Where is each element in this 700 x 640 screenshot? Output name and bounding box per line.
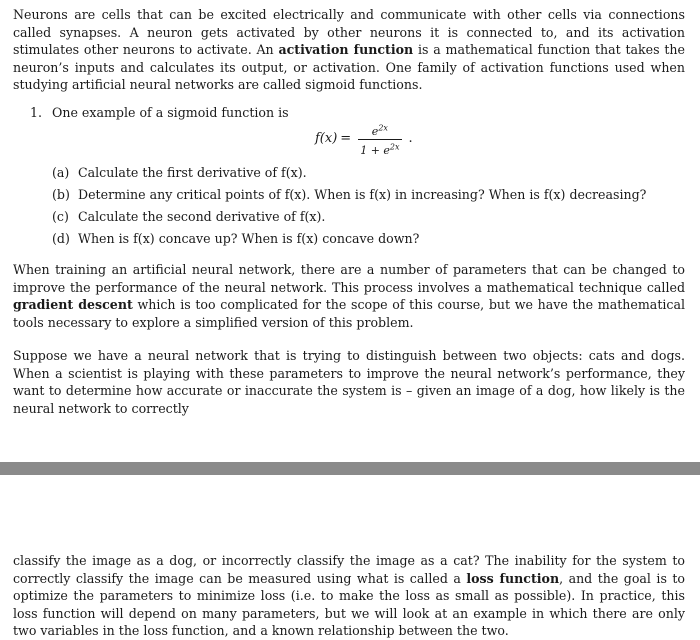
sigmoid-formula — [315, 117, 413, 161]
subpart-a: (a) Calculate the first derivative of f(x). — [52, 165, 307, 180]
formula-fraction — [358, 121, 401, 157]
cats-dogs-paragraph: Suppose we have a neural network that is trying to distinguish between two objects: cats and dogs. When a scientist is playing with these parameters to improve the neural network’s performance, they want to determine how accurate or inaccurate the system is – given an image of a dog, how likely is the neural network to correctly — [13, 348, 685, 416]
problem-1 — [30, 104, 590, 122]
formula-terminator: . — [408, 131, 413, 147]
subpart-d: (d) When is f(x) concave up? When is f(x) concave down? — [52, 231, 420, 246]
formula-lhs: f(x) — [315, 131, 338, 147]
loss-function-term: loss function — [466, 570, 560, 586]
gradient-descent-paragraph: When training an artificial neural network, there are a number of parameters that can be changed to improve the performance of the neural network. This process involves a mathematical technique called gradient descent which is too complicated for the scope of this course, but we have the mathematical tools necessary to explore a simplified version of this problem. — [13, 262, 685, 330]
subpart-c: (c) Calculate the second derivative of f(x). — [52, 209, 326, 224]
subpart-b: (b) Determine any critical points of f(x). When is f(x) in increasing? When is f(x) decreasing? — [52, 187, 647, 202]
formula-denominator: $1 + e^{2x}$ — [358, 139, 401, 158]
formula-equals: = — [340, 131, 352, 147]
activation-function-term: activation function — [278, 42, 414, 58]
problem-statement: One example of a sigmoid function is — [52, 105, 289, 120]
subparts-list — [52, 162, 652, 250]
exponent: 2x — [378, 122, 388, 132]
loss-function-paragraph: classify the image as a dog, or incorrectly classify the image as a cat? The inability for the system to correctly classify the image can be measured using what is called a loss function, and the goal is to optimize the parameters to minimize loss (i.e. to make the loss as small as possible). In practice, this loss function will depend on many parameters, but we will look at an example in which there are only two variables in the loss function, and a known relationship between the two. — [13, 553, 686, 639]
page-break-divider — [0, 462, 700, 475]
exponent: 2x — [389, 142, 400, 152]
formula-numerator: $e^{2x}$ — [371, 122, 388, 138]
intro-paragraph: Neurons are cells that can be excited electrically and communicate with other cells via connections called synapses. A neuron gets activated by other neurons it is connected to, and its activation stimulates other neurons to activate. An activation function is a mathematical function that takes the neuron’s inputs and calculates its output, or activation. One family of activation functions used when studying artificial neural networks are called sigmoid functions. — [13, 7, 685, 93]
problem-number: 1. — [30, 105, 43, 120]
gradient-descent-term: gradient descent — [13, 297, 133, 313]
